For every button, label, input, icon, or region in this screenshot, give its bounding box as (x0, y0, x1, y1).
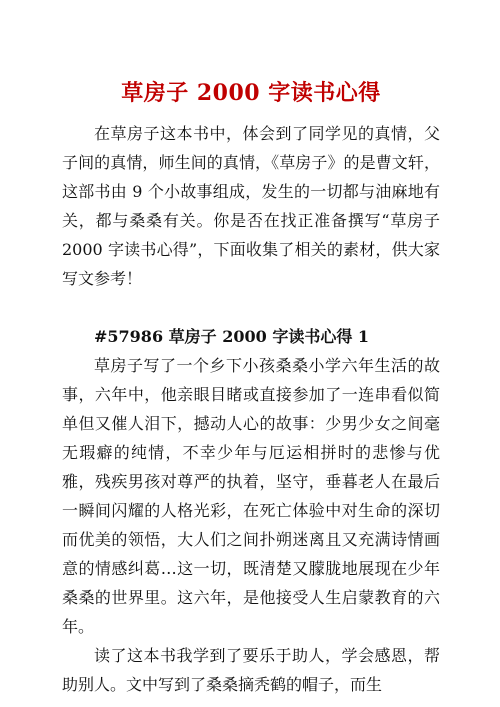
document-page (62, 78, 440, 699)
body-paragraph-2: 读了这本书我学到了要乐于助人，学会感恩，帮助别人。文中写到了桑桑摘秃鹤的帽子，而生 (62, 646, 440, 694)
section-heading: #57986 草房子 2000 字读书心得 1 (94, 327, 370, 346)
intro-paragraph: 在草房子这本书中，体会到了同学见的真情，父子间的真情，师生间的真情，《草房子》的是曹文轩，这部书由 9 个小故事组成，发生的一切都与油麻地有关，都与桑桑有关。你是否在找正准备撰写“草房子 2000 字读书心得”，下面收集了相关的素材，供大家写文参考！ (62, 124, 440, 288)
document-title: 草房子 2000 字读书心得 (121, 80, 381, 106)
body-paragraph-1: 草房子写了一个乡下小孩桑桑小学六年生活的故事，六年中，他亲眼目睹或直接参加了一连串看似简单但又催人泪下，撼动人心的故事：少男少女之间毫无瑕癖的纯情，不幸少年与厄运相拼时的悲惨与优雅，残疾男孩对尊严的执着，坚守，垂暮老人在最后一瞬间闪耀的人格光彩，在死亡体验中对生命的深切而优美的领悟，大人们之间扑朔迷离且又充满诗情画意的情感纠葛…这一切，既清楚又朦胧地展现在少年桑桑的世界里。这六年，是他接受人生启蒙教育的六年。 (62, 356, 440, 636)
